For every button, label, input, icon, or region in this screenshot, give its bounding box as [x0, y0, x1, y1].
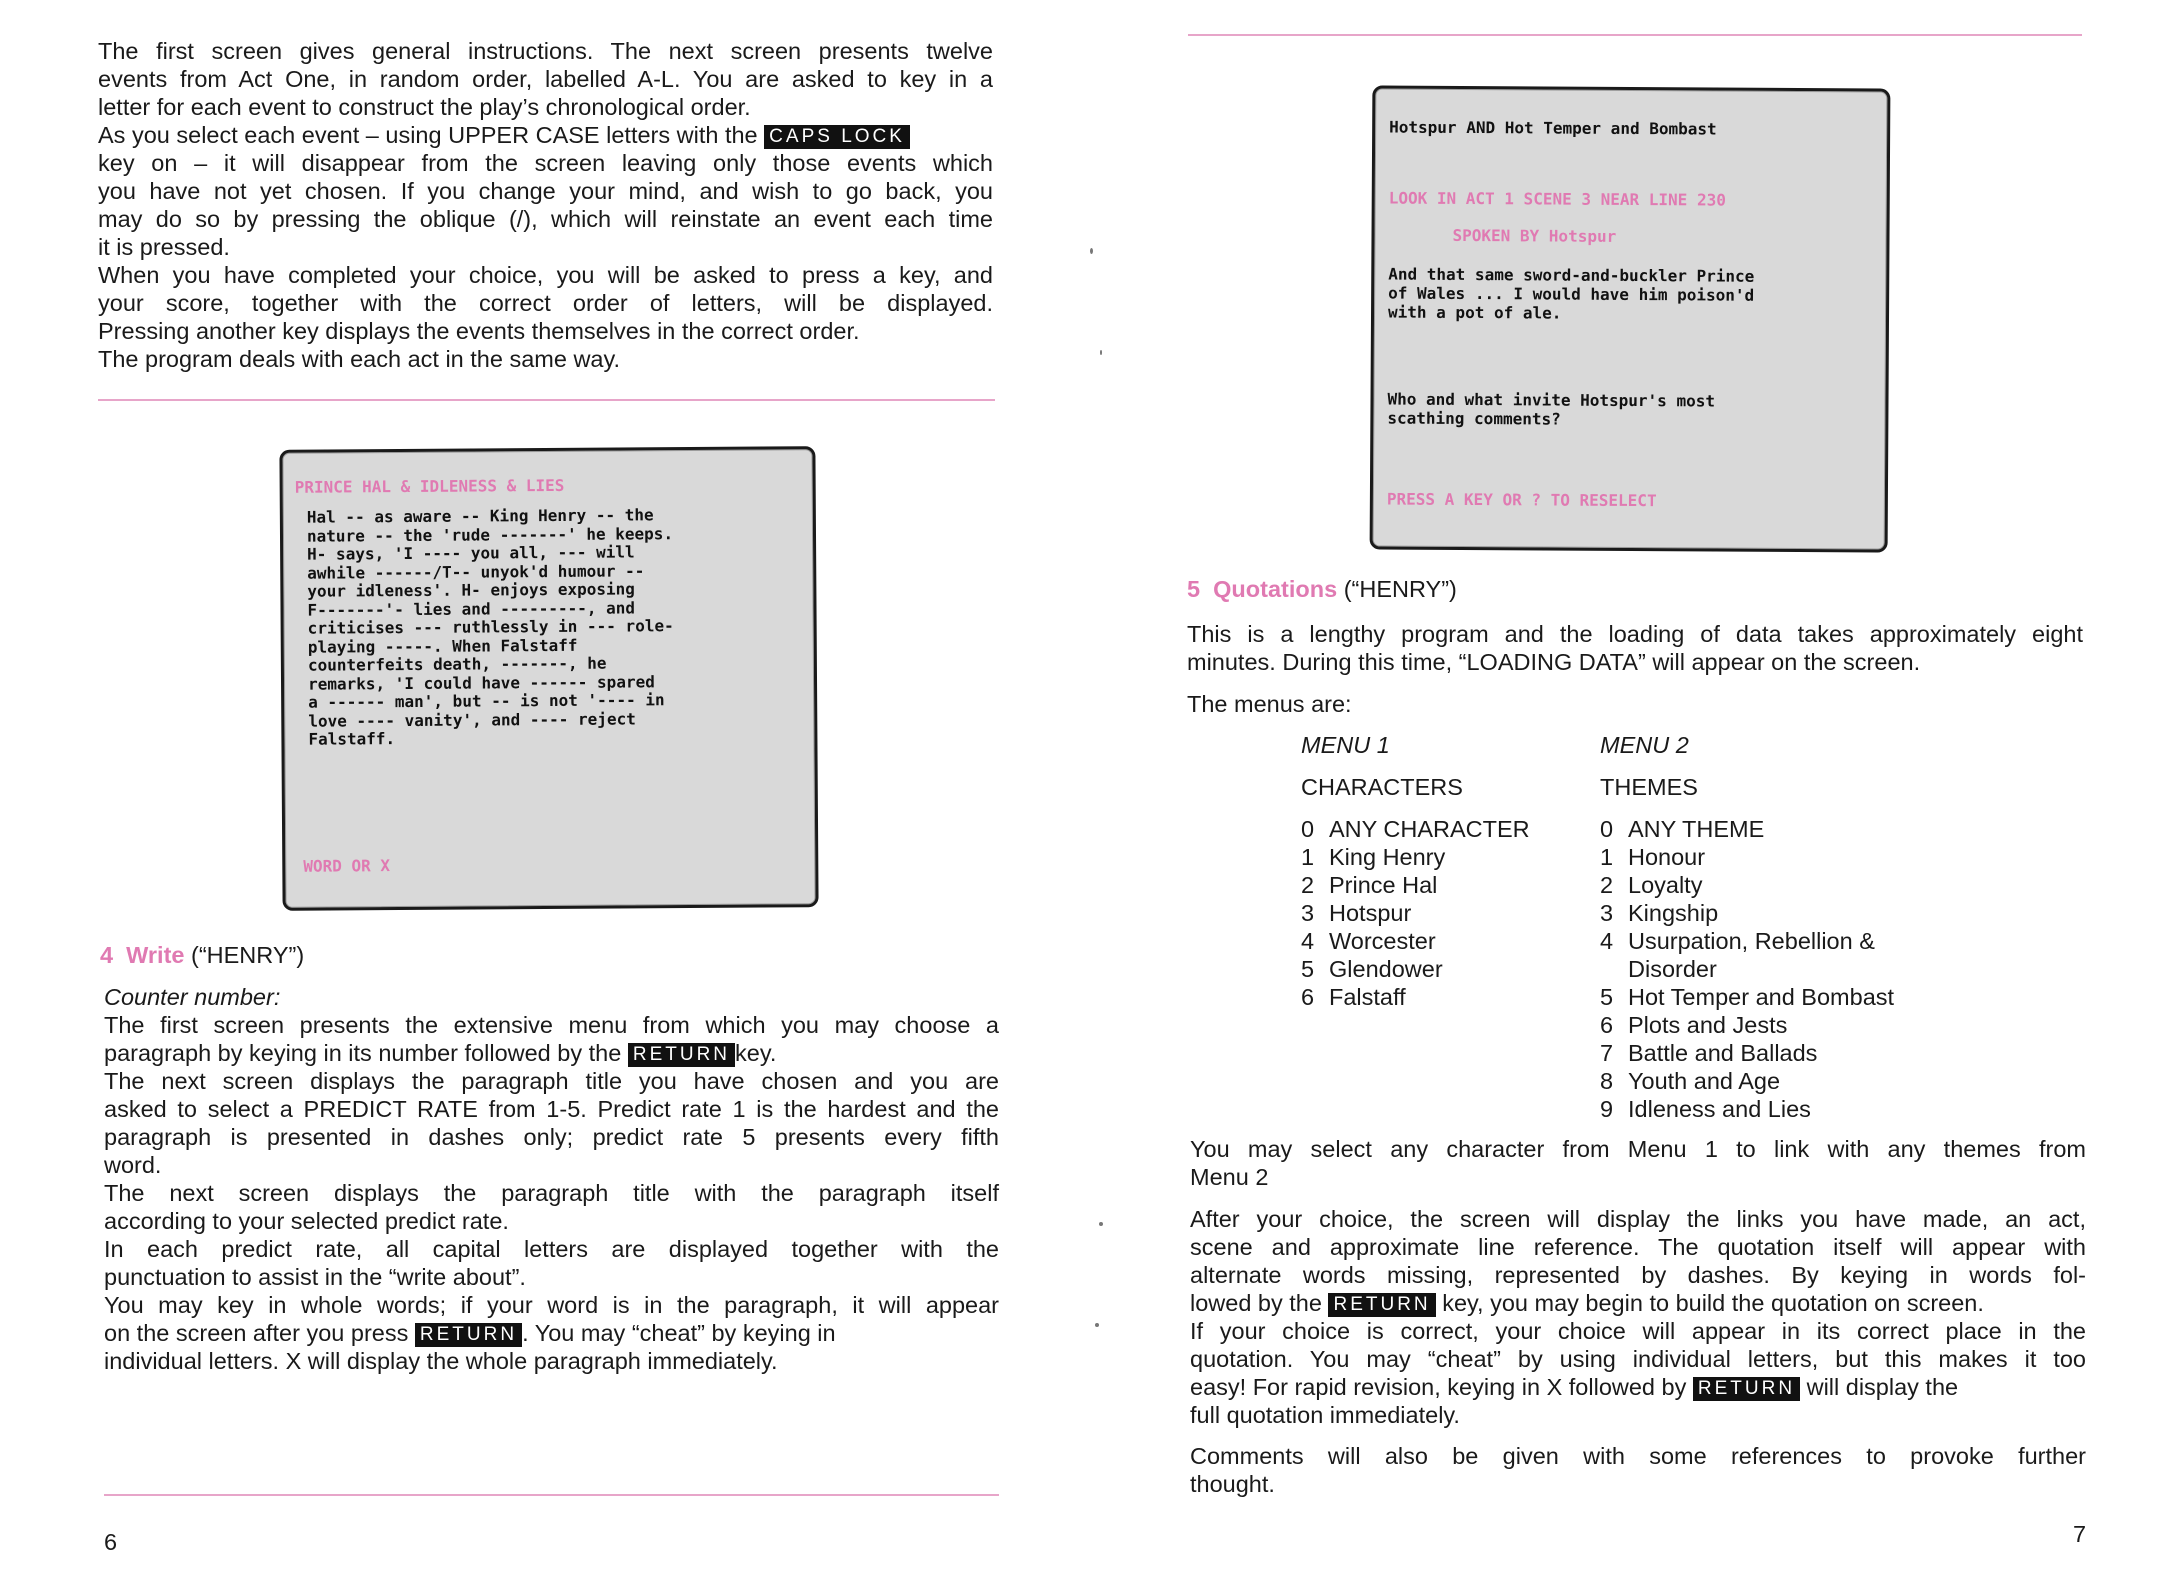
- menu-item-label: ANY CHARACTER: [1329, 816, 1530, 842]
- scan-speck: [1100, 350, 1102, 355]
- menu-item: [1600, 1011, 1894, 1039]
- text-line: [1190, 1373, 2086, 1401]
- menu-item-label: Honour: [1628, 844, 1706, 870]
- select-paragraph: [1190, 1135, 2086, 1191]
- menu-item-label: Kingship: [1628, 900, 1719, 926]
- section-number: 4: [100, 942, 114, 968]
- section-suffix: (“HENRY”): [191, 942, 305, 968]
- section-4-heading: [100, 941, 304, 969]
- text-line: [104, 1319, 999, 1347]
- text-line: Pressing another key displays the events themselves in the correct order.: [98, 318, 860, 344]
- section-name: Quotations: [1213, 576, 1338, 602]
- screen-reference: LOOK IN ACT 1 SCENE 3 NEAR LINE 230: [1388, 188, 1726, 210]
- menu-item: [1301, 955, 1530, 983]
- scan-speck: [1095, 1323, 1099, 1327]
- intro-paragraph: [98, 37, 993, 373]
- screen-quote-line: with a pot of ale.: [1387, 302, 1562, 323]
- text-line: The program deals with each act in the same way.: [98, 346, 621, 372]
- text-line: thought.: [1190, 1471, 1275, 1497]
- menu-item: [1600, 899, 1894, 927]
- text-fragment: will display the: [1806, 1374, 1959, 1400]
- menu-item-label: Glendower: [1329, 956, 1443, 982]
- menu-item: [1301, 843, 1530, 871]
- text-line: When you have completed your choice, you will be asked to press a key, and: [98, 262, 993, 288]
- text-line: The next screen displays the paragraph title you have chosen and you are: [104, 1068, 999, 1094]
- menu-item-number: 4: [1301, 928, 1315, 954]
- menu-item-label: Falstaff: [1329, 984, 1406, 1010]
- comments-paragraph: [1190, 1442, 2086, 1498]
- return-key: RETURN: [628, 1043, 735, 1067]
- menu-item-number: 9: [1600, 1096, 1614, 1122]
- menu-item-number: 6: [1301, 984, 1315, 1010]
- menu-item-label: Idleness and Lies: [1628, 1096, 1811, 1122]
- text-line: alternate words missing, represented by dashes. By keying in words fol-: [1190, 1262, 2086, 1288]
- menu-item-number: 1: [1600, 844, 1614, 870]
- text-line: scene and approximate line reference. The quotation itself will appear with: [1190, 1234, 2086, 1260]
- screen-quote-line: of Wales ... I would have him poison'd: [1388, 283, 1755, 305]
- screen-line: awhile ------/T-- unyok'd humour --: [307, 560, 645, 583]
- text-line: events from Act One, in random order, labelled A-L. You are asked to key in a: [98, 66, 993, 92]
- menu-item-label: ANY THEME: [1628, 816, 1765, 842]
- text-line: You may select any character from Menu 1 to link with any themes from: [1190, 1136, 2086, 1162]
- menu-item: [1301, 871, 1530, 899]
- text-fragment: easy! For rapid revision, keying in X followed by: [1190, 1374, 1687, 1400]
- text-line: The next screen displays the paragraph title with the paragraph itself: [104, 1180, 999, 1206]
- menu-item: [1600, 815, 1894, 843]
- return-key: RETURN: [1328, 1293, 1435, 1317]
- text-line: [1190, 1289, 2086, 1317]
- caps-line-text: As you select each event – using UPPER CASE letters with the: [98, 122, 758, 148]
- menu-item-label: King Henry: [1329, 844, 1446, 870]
- divider-rule: [98, 399, 995, 401]
- subhead: Counter number:: [104, 984, 281, 1010]
- divider-rule: [1188, 34, 2082, 36]
- screen-line: Falstaff.: [308, 729, 396, 749]
- text-line: If your choice is correct, your choice will appear in its correct place in the: [1190, 1318, 2086, 1344]
- text-line: After your choice, the screen will display the links you have made, an act,: [1190, 1206, 2086, 1232]
- menu-item-label: Prince Hal: [1329, 872, 1438, 898]
- section-4-body: [104, 983, 999, 1375]
- text-line: may do so by pressing the oblique (/), which will reinstate an event each time: [98, 206, 993, 232]
- text-line: paragraph is presented in dashes only; predict rate 5 presents every fifth: [104, 1124, 999, 1150]
- section-number: 5: [1187, 576, 1201, 602]
- text-line: key on – it will disappear from the screen leaving only those events which: [98, 150, 993, 176]
- menu-item-label: Youth and Age: [1628, 1068, 1781, 1094]
- scan-speck: [1099, 1222, 1103, 1226]
- menu-item: [1600, 843, 1894, 871]
- text-line: The first screen presents the extensive menu from which you may choose a: [104, 1012, 999, 1038]
- menu-item-label: Battle and Ballads: [1628, 1040, 1818, 1066]
- computer-screen-quotations: [1370, 85, 1891, 552]
- caps-lock-key: CAPS LOCK: [764, 125, 910, 149]
- text-line: you have not yet chosen. If you change your mind, and wish to go back, you: [98, 178, 993, 204]
- screen-line: criticises --- ruthlessly in --- role-: [307, 616, 674, 638]
- text-line: Menu 2: [1190, 1164, 1269, 1190]
- screen-line: love ---- vanity', and ---- reject: [308, 708, 636, 731]
- text-line: it is pressed.: [98, 234, 230, 260]
- screen-line: H- says, 'I ---- you all, --- will: [307, 542, 635, 564]
- menu-item: [1301, 927, 1530, 955]
- screen-line: F-------'- lies and ---------, and: [307, 597, 636, 620]
- menu-title: MENU 1: [1301, 732, 1390, 758]
- menu-item-number: 8: [1600, 1068, 1614, 1094]
- text-line: word.: [104, 1152, 162, 1178]
- screen-prompt: PRESS A KEY OR ? TO RESELECT: [1386, 489, 1657, 511]
- text-line: [104, 1039, 999, 1067]
- menu-item: [1600, 927, 1894, 955]
- menu-item-number: 5: [1301, 956, 1315, 982]
- menu-item: [1600, 1067, 1894, 1095]
- screen-title: PRINCE HAL & IDLENESS & LIES: [294, 475, 565, 497]
- menu-item-number: 2: [1600, 872, 1614, 898]
- menu-heading: CHARACTERS: [1301, 774, 1463, 800]
- menu-title: MENU 2: [1600, 732, 1689, 758]
- scan-speck: [1090, 248, 1093, 254]
- menu-item-label: Plots and Jests: [1628, 1012, 1788, 1038]
- screen-quote-line: And that same sword-and-buckler Prince: [1388, 264, 1755, 286]
- text-line: In each predict rate, all capital letters are displayed together with the: [104, 1236, 999, 1262]
- text-fragment: . You may “cheat” by keying in: [522, 1320, 836, 1346]
- menu-1: [1301, 731, 1530, 1011]
- section-5-heading: [1187, 575, 1457, 603]
- text-line: individual letters. X will display the whole paragraph immediately.: [104, 1348, 778, 1374]
- menu-item: [1600, 1095, 1894, 1123]
- after-choice-paragraph: [1190, 1205, 2086, 1429]
- text-fragment: on the screen after you press: [104, 1320, 409, 1346]
- screen-line: counterfeits death, -------, he: [307, 653, 607, 675]
- menu-item-number: 3: [1301, 900, 1315, 926]
- screen-speaker: SPOKEN BY Hotspur: [1452, 225, 1617, 246]
- text-line: This is a lengthy program and the loading of data takes approximately eight: [1187, 621, 2083, 647]
- text-fragment: paragraph by keying in its number followed by the: [104, 1040, 622, 1066]
- menu-item-number: 7: [1600, 1040, 1614, 1066]
- text-line: The first screen gives general instructions. The next screen presents twelve: [98, 38, 993, 64]
- text-line: You may key in whole words; if your word is in the paragraph, it will appear: [104, 1292, 999, 1318]
- return-key: RETURN: [415, 1323, 522, 1347]
- menu-item: [1600, 983, 1894, 1011]
- divider-rule: [104, 1494, 999, 1496]
- text-line: minutes. During this time, “LOADING DATA” will appear on the screen.: [1187, 649, 1921, 675]
- text-line: your score, together with the correct order of letters, will be displayed.: [98, 290, 993, 316]
- menu-item: [1301, 815, 1530, 843]
- text-line: full quotation immediately.: [1190, 1402, 1460, 1428]
- menu-item-label: Hot Temper and Bombast: [1628, 984, 1895, 1010]
- text-line: [98, 121, 993, 149]
- menu-item-number: 3: [1600, 900, 1614, 926]
- menu-2: [1600, 731, 1894, 1123]
- return-key: RETURN: [1693, 1377, 1800, 1401]
- screen-line: your idleness'. H- enjoys exposing: [307, 579, 635, 601]
- screen-line: playing -----. When Falstaff: [307, 635, 578, 657]
- right-page: [1089, 0, 2178, 1572]
- text-fragment: key.: [735, 1040, 777, 1066]
- text-fragment: key, you may begin to build the quotation on screen.: [1442, 1290, 1984, 1316]
- text-line: letter for each event to construct the play’s chronological order.: [98, 94, 751, 120]
- text-fragment: lowed by the: [1190, 1290, 1322, 1316]
- menu-item-label: Usurpation, Rebellion &: [1628, 928, 1875, 954]
- menu-item-label: Hotspur: [1329, 900, 1412, 926]
- menu-item-label: Loyalty: [1628, 872, 1703, 898]
- text-line: asked to select a PREDICT RATE from 1-5. Predict rate 1 is the hardest and the: [104, 1096, 999, 1122]
- screen-line: a ------ man', but -- is not '---- in: [308, 690, 665, 712]
- menu-item-number: 1: [1301, 844, 1315, 870]
- menu-item-number: 4: [1600, 928, 1614, 954]
- menus-intro: The menus are:: [1187, 691, 1352, 717]
- menu-item-number: 0: [1301, 816, 1315, 842]
- page-number: 7: [2073, 1521, 2087, 1547]
- text-line: Comments will also be given with some references to provoke further: [1190, 1443, 2086, 1469]
- section-5-intro: [1187, 620, 2083, 676]
- menu-item: [1600, 871, 1894, 899]
- computer-screen-write: [279, 446, 818, 911]
- section-name: Write: [126, 942, 185, 968]
- menu-item: [1600, 1039, 1894, 1067]
- page-number: 6: [104, 1529, 118, 1555]
- screen-title: Hotspur AND Hot Temper and Bombast: [1389, 117, 1717, 139]
- menu-item: [1301, 983, 1530, 1011]
- screen-line: remarks, 'I could have ------ spared: [307, 671, 655, 694]
- section-suffix: (“HENRY”): [1343, 576, 1457, 602]
- text-line: punctuation to assist in the “write about”.: [104, 1264, 526, 1290]
- menu-item-label: Worcester: [1329, 928, 1436, 954]
- menu-item: [1301, 899, 1530, 927]
- screen-line: Hal -- as aware -- King Henry -- the: [306, 505, 654, 527]
- menu-item-number: 6: [1600, 1012, 1614, 1038]
- text-line: quotation. You may “cheat” by using individual letters, but this makes it too: [1190, 1346, 2086, 1372]
- menu-item-number: 0: [1600, 816, 1614, 842]
- menu-item-number: 2: [1301, 872, 1315, 898]
- text-line: according to your selected predict rate.: [104, 1208, 509, 1234]
- screen-question-line: Who and what invite Hotspur's most: [1387, 389, 1716, 411]
- menu-heading: THEMES: [1600, 774, 1698, 800]
- screen-line: nature -- the 'rude -------' he keeps.: [306, 523, 674, 546]
- menu-item-continuation: Disorder: [1628, 956, 1717, 982]
- screen-prompt: WORD OR X: [303, 856, 391, 876]
- screen-question-line: scathing comments?: [1387, 408, 1561, 429]
- menu-item-number: 5: [1600, 984, 1614, 1010]
